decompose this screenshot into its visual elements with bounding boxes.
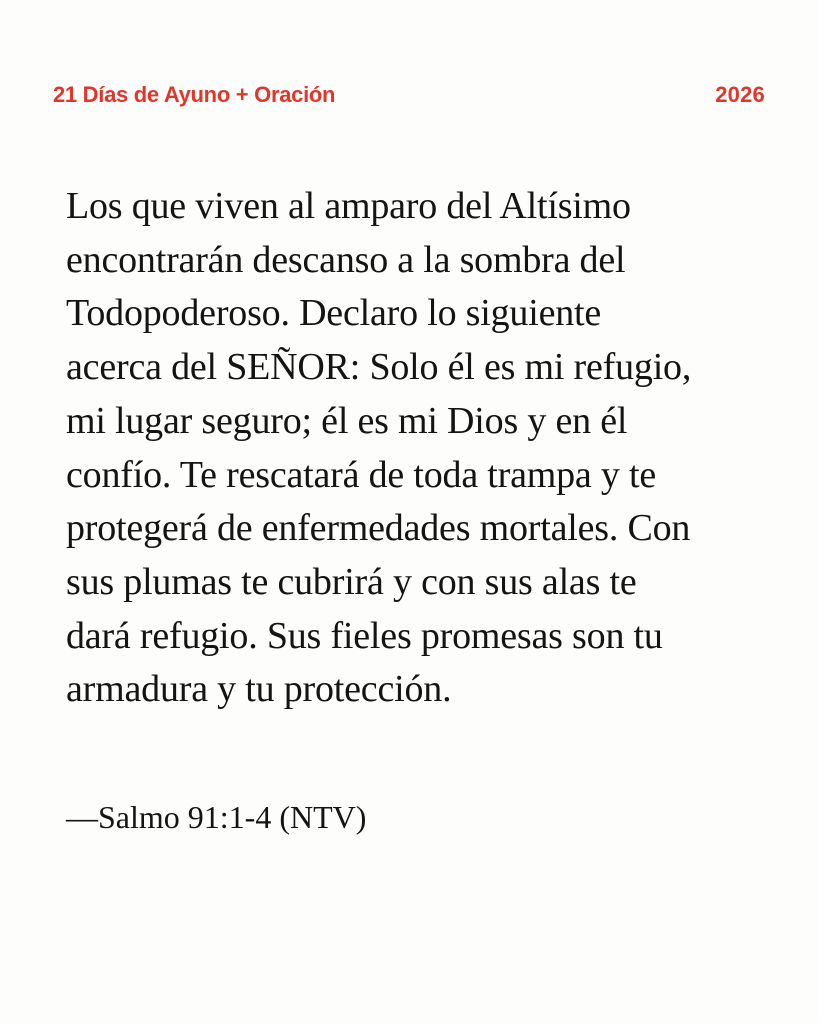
quote-line: Los que viven al amparo del Altísimo bbox=[66, 185, 631, 227]
header bbox=[53, 82, 765, 108]
quote-line: encontrarán descanso a la sombra del bbox=[66, 238, 626, 281]
quote-line: mi lugar seguro; él es mi Dios y en él bbox=[66, 399, 628, 442]
quote-line: acerca del SEÑOR: Solo él es mi refugio, bbox=[66, 346, 692, 389]
year-label: 2026 bbox=[715, 82, 765, 107]
campaign-title: 21 Días de Ayuno + Oración bbox=[53, 82, 336, 107]
quote-line: dará refugio. Sus fieles promesas son tu bbox=[66, 614, 663, 657]
scripture-reference: —Salmo 91:1-4 (NTV) bbox=[66, 799, 367, 836]
quote-line: armadura y tu protección. bbox=[66, 668, 452, 711]
quote-line: Todopoderoso. Declaro lo siguiente bbox=[66, 292, 602, 335]
scripture-quote bbox=[66, 180, 789, 839]
quote-line: protegerá de enfermedades mortales. Con bbox=[66, 507, 691, 550]
quote-line: confío. Te rescatará de toda trampa y te bbox=[66, 453, 657, 496]
quote-line: sus plumas te cubrirá y con sus alas te bbox=[66, 560, 637, 603]
